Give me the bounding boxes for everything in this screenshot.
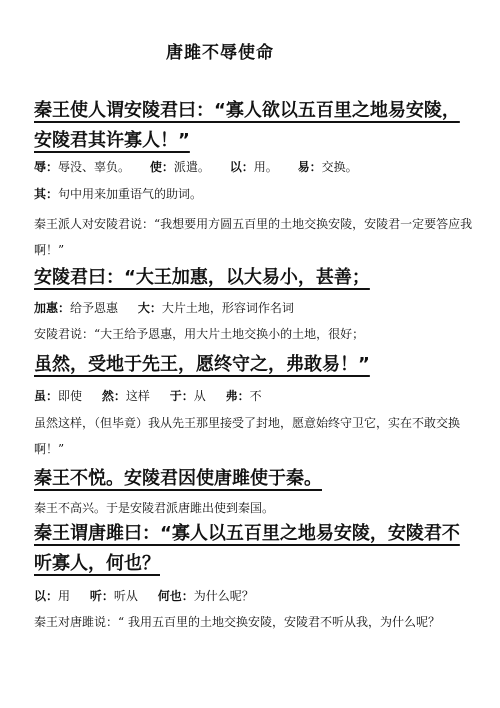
gloss-term: 然： bbox=[101, 389, 126, 403]
gloss-def: 听从 bbox=[113, 589, 138, 603]
gloss-def: 用。 bbox=[253, 160, 278, 174]
gloss-term: 辱： bbox=[34, 160, 59, 174]
gloss-term: 弗： bbox=[225, 389, 250, 403]
translation-3: 虽然这样，（但毕竟）我从先王那里接受了封地，愿意始终守卫它，实在不敢交换啊！” bbox=[34, 416, 461, 456]
gloss-def: 给予恩惠 bbox=[70, 301, 119, 315]
classical-sentence-1: 秦王使人谓安陵君曰：“寡人欲以五百里之地易安陵，安陵君其许寡人！” bbox=[34, 100, 460, 151]
gloss-def: 用 bbox=[58, 589, 71, 603]
gloss-line-1 bbox=[34, 157, 474, 177]
gloss-def: 为什么呢？ bbox=[193, 589, 254, 603]
gloss-def: 大片土地，形容词作名词 bbox=[161, 301, 294, 315]
gloss-term: 加惠： bbox=[34, 301, 71, 315]
translation-1: 秦王派人对安陵君说：“我想要用方圆五百里的土地交换安陵，安陵君一定要答应我啊！” bbox=[34, 217, 473, 257]
translation-4: 秦王不高兴。于是安陵君派唐雎出使到秦国。 bbox=[34, 501, 275, 515]
gloss-def: 这样 bbox=[125, 389, 150, 403]
gloss-def: 派遣。 bbox=[173, 160, 210, 174]
gloss-term: 听： bbox=[89, 589, 114, 603]
page-title: 唐雎不辱使命 bbox=[166, 43, 274, 63]
translation-5: 秦王对唐雎说：“ 我用五百里的土地交换安陵，安陵君不听从我，为什么呢？ bbox=[34, 615, 440, 629]
classical-sentence-3: 虽然，受地于先王，愿终守之，弗敢易！” bbox=[34, 354, 370, 375]
gloss-term: 大： bbox=[137, 301, 162, 315]
gloss-line-2 bbox=[34, 184, 474, 204]
classical-sentence-2: 安陵君曰：“大王加惠，以大易小，甚善； bbox=[34, 267, 370, 288]
gloss-term: 虽： bbox=[34, 389, 59, 403]
gloss-line-4 bbox=[34, 386, 474, 406]
gloss-term: 于： bbox=[169, 389, 194, 403]
gloss-def: 交换。 bbox=[321, 160, 358, 174]
gloss-line-5 bbox=[34, 586, 474, 606]
gloss-def: 句中用来加重语气的助词。 bbox=[58, 187, 203, 201]
gloss-term: 使： bbox=[149, 160, 174, 174]
classical-sentence-5: 秦王谓唐雎曰：“寡人以五百里之地易安陵，安陵君不听寡人，何也？ bbox=[34, 523, 460, 574]
gloss-term: 何也： bbox=[157, 589, 194, 603]
gloss-def: 辱没、辜负。 bbox=[58, 160, 131, 174]
gloss-term: 其： bbox=[34, 187, 59, 201]
gloss-term: 以： bbox=[229, 160, 254, 174]
gloss-line-3 bbox=[34, 298, 474, 318]
gloss-def: 即使 bbox=[58, 389, 83, 403]
gloss-def: 不 bbox=[249, 389, 262, 403]
gloss-term: 以： bbox=[34, 589, 59, 603]
gloss-def: 从 bbox=[193, 389, 206, 403]
translation-2: 安陵君说：“大王给予恩惠，用大片土地交换小的土地，很好； bbox=[34, 327, 365, 341]
gloss-term: 易： bbox=[297, 160, 322, 174]
classical-sentence-4: 秦王不悦。安陵君因使唐雎使于秦。 bbox=[34, 468, 322, 489]
